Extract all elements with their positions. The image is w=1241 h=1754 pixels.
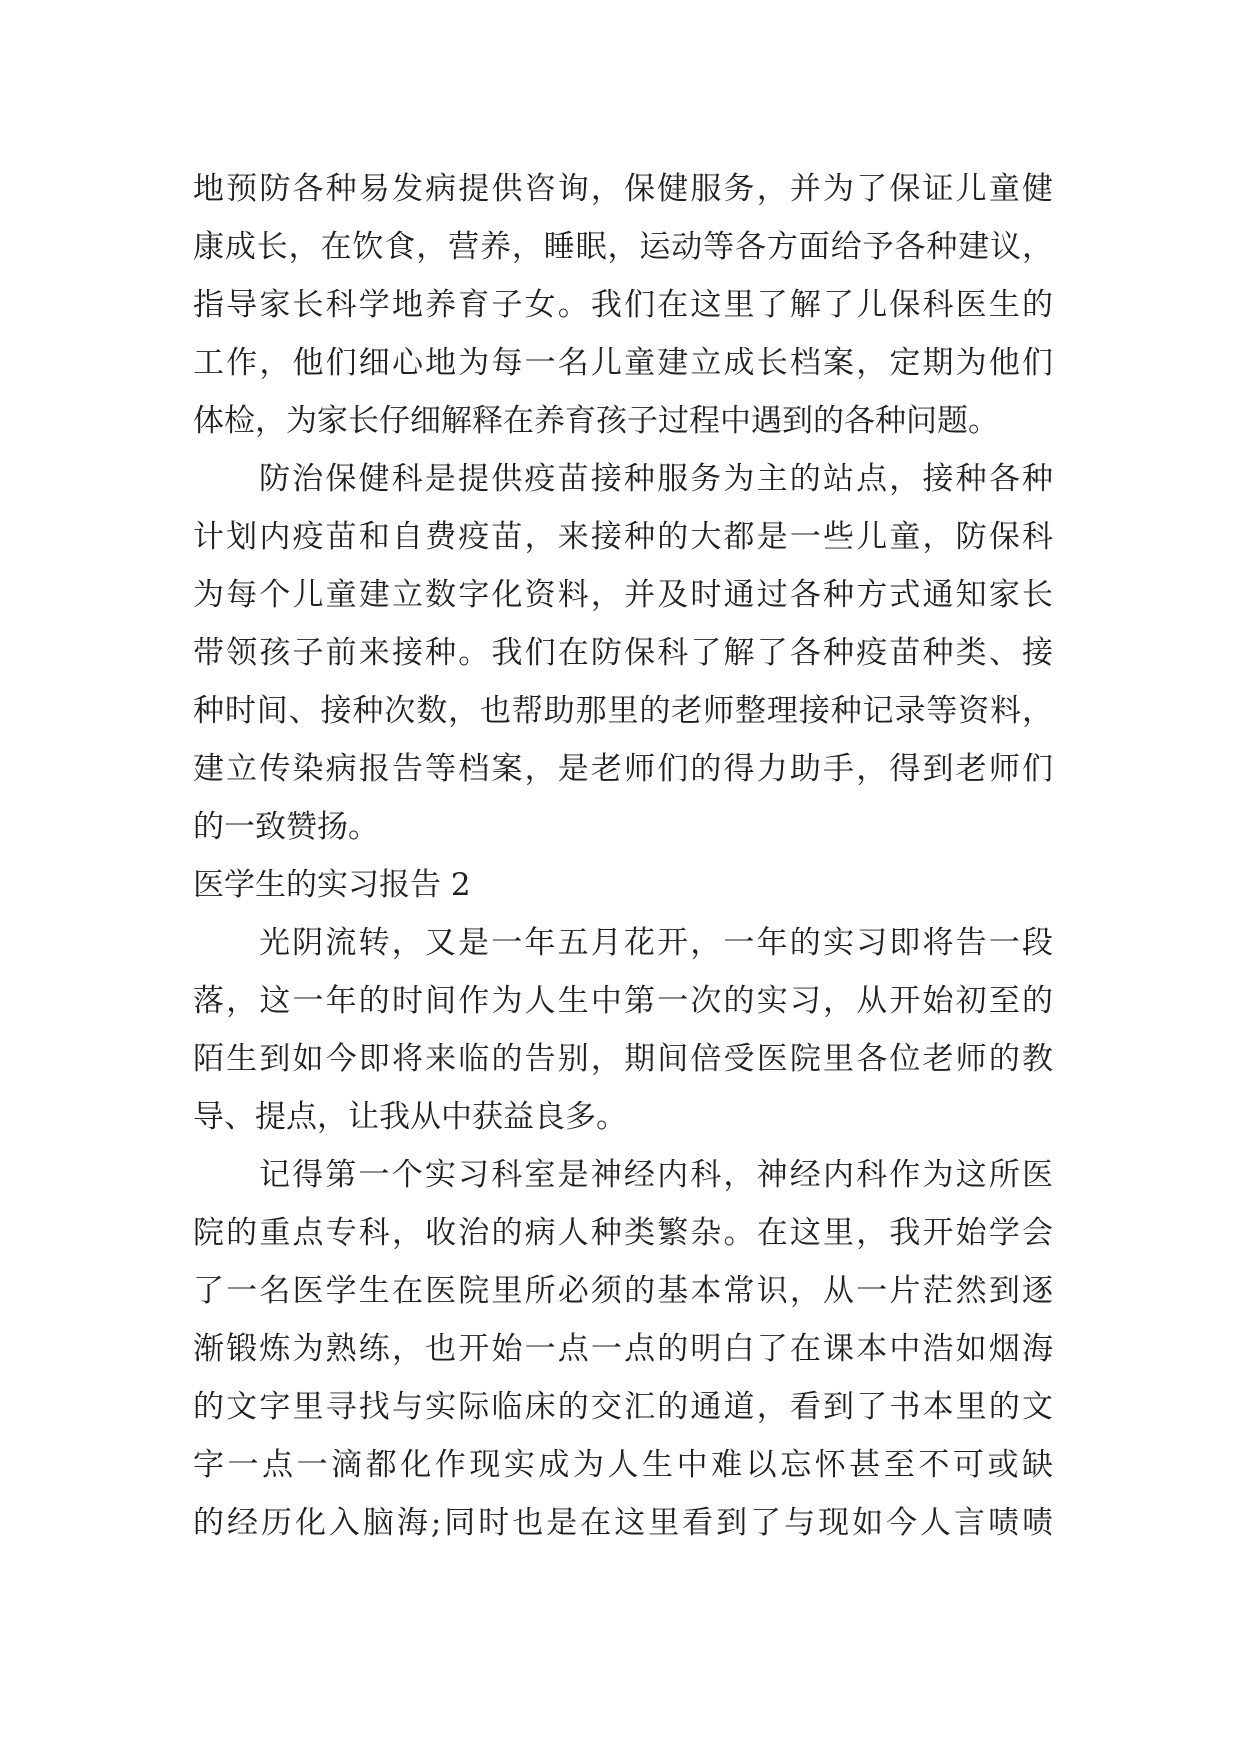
paragraph-line: 为每个儿童建立数字化资料，并及时通过各种方式通知家长: [193, 577, 1053, 613]
paragraph-line: 落，这一年的时间作为人生中第一次的实习，从开始初至的: [193, 983, 1053, 1019]
document-body: [193, 160, 1053, 1552]
paragraph-line: 工作，他们细心地为每一名儿童建立成长档案，定期为他们: [193, 345, 1053, 381]
paragraph-line: 字一点一滴都化作现实成为人生中难以忘怀甚至不可或缺: [193, 1447, 1053, 1483]
paragraph-line: 建立传染病报告等档案，是老师们的得力助手，得到老师们: [193, 751, 1053, 787]
paragraph-line: 计划内疫苗和自费疫苗，来接种的大都是一些儿童，防保科: [193, 519, 1053, 555]
paragraph-line: 康成长，在饮食，营养，睡眠，运动等各方面给予各种建议，: [193, 229, 1053, 265]
paragraph-line: 带领孩子前来接种。我们在防保科了解了各种疫苗种类、接: [193, 635, 1053, 671]
paragraph-line: 了一名医学生在医院里所必须的基本常识，从一片茫然到逐: [193, 1273, 1053, 1309]
paragraph-line: 体检，为家长仔细解释在养育孩子过程中遇到的各种问题。: [193, 403, 999, 439]
paragraph-line: 种时间、接种次数，也帮助那里的老师整理接种记录等资料，: [193, 693, 1053, 729]
paragraph-line: 光阴流转，又是一年五月花开，一年的实习即将告一段: [259, 925, 1053, 961]
paragraph-line: 导、提点，让我从中获益良多。: [193, 1099, 627, 1135]
section-heading: 医学生的实习报告 2: [193, 867, 471, 903]
paragraph-line: 记得第一个实习科室是神经内科，神经内科作为这所医: [259, 1157, 1053, 1193]
paragraph-line: 院的重点专科，收治的病人种类繁杂。在这里，我开始学会: [193, 1215, 1053, 1251]
paragraph-line: 渐锻炼为熟练，也开始一点一点的明白了在课本中浩如烟海: [193, 1331, 1053, 1367]
paragraph-line: 的经历化入脑海;同时也是在这里看到了与现如今人言啧啧: [193, 1505, 1053, 1541]
paragraph-line: 防治保健科是提供疫苗接种服务为主的站点，接种各种: [259, 461, 1053, 497]
paragraph-line: 陌生到如今即将来临的告别，期间倍受医院里各位老师的教: [193, 1041, 1053, 1077]
paragraph-line: 指导家长科学地养育子女。我们在这里了解了儿保科医生的: [193, 287, 1053, 323]
paragraph-line: 地预防各种易发病提供咨询，保健服务，并为了保证儿童健: [193, 171, 1053, 207]
paragraph-line: 的一致赞扬。: [193, 809, 379, 845]
paragraph-line: 的文字里寻找与实际临床的交汇的通道，看到了书本里的文: [193, 1389, 1053, 1425]
